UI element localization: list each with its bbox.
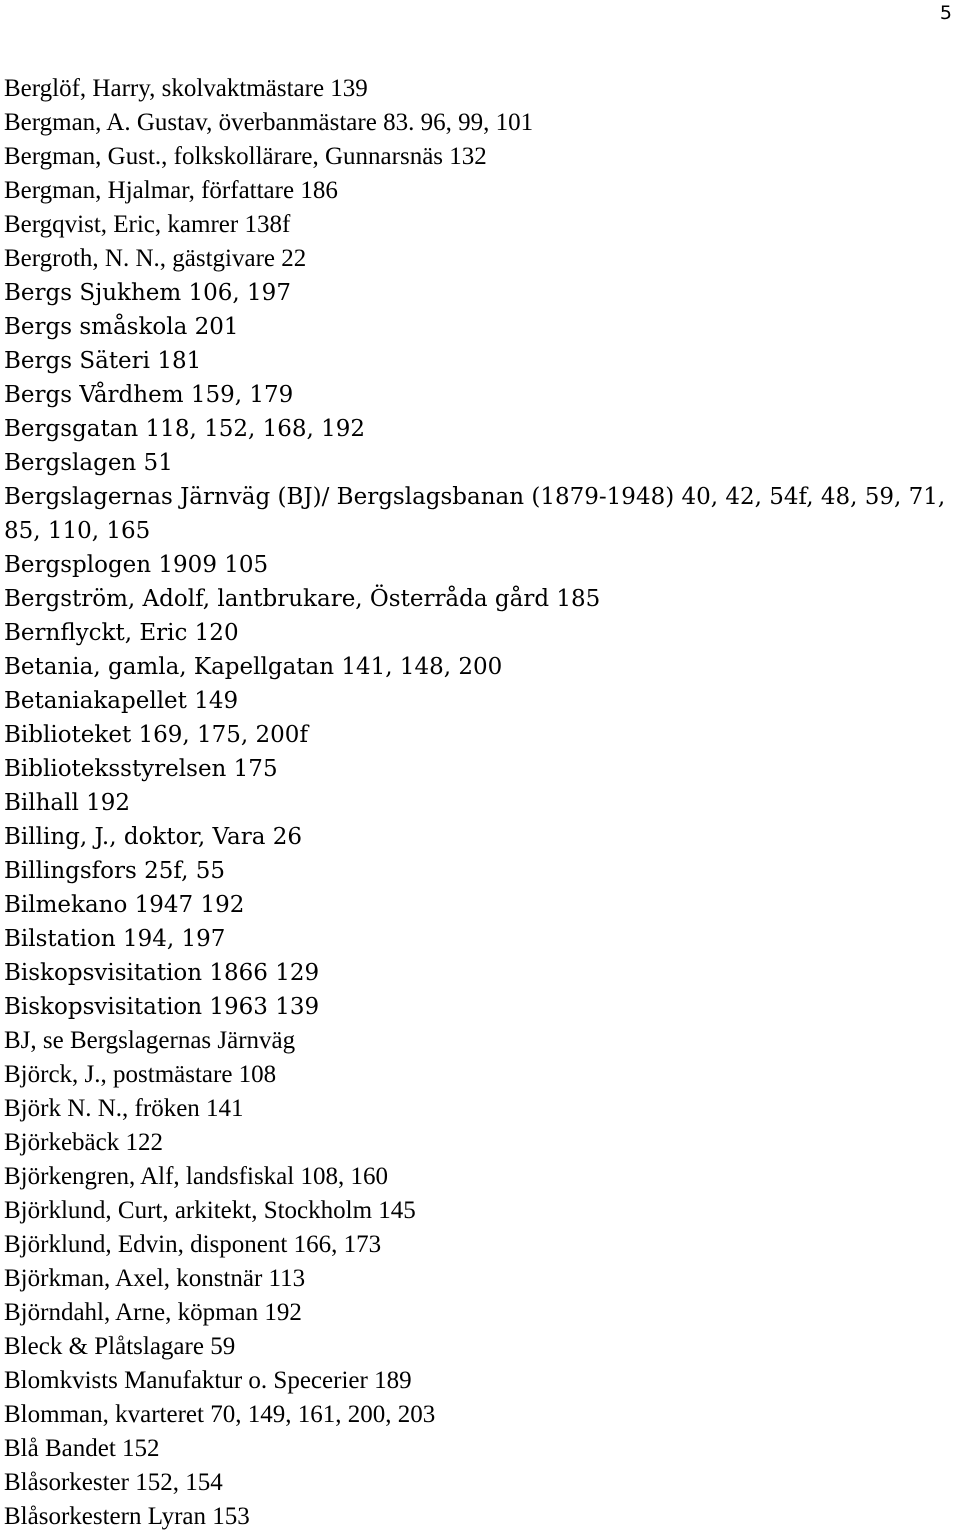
index-entry: Betania, gamla, Kapellgatan 141, 148, 200 [4,654,503,680]
index-entry: Bergslagen 51 [4,450,173,476]
index-entry: Björklund, Edvin, disponent 166, 173 [4,1231,382,1258]
index-entry: Bergman, A. Gustav, överbanmästare 83. 96, 99, 101 [4,109,534,136]
index-entry: Bergs småskola 201 [4,314,239,340]
index-entry: Bergs Sjukhem 106, 197 [4,280,291,306]
index-entry: Bleck & Plåtslagare 59 [4,1333,236,1360]
index-entry: Björklund, Curt, arkitekt, Stockholm 145 [4,1197,416,1224]
index-entry: Bergslagernas Järnväg (BJ)/ Bergslagsbanan (1879-1948) 40, 42, 54f, 48, 59, 71, 85, 110, 165 [4,484,946,544]
index-entry: Bergström, Adolf, lantbrukare, Österråda gård 185 [4,586,601,612]
index-entry: Betaniakapellet 149 [4,688,239,714]
index-entry: Bilmekano 1947 192 [4,892,245,918]
page-number: 5 [939,2,952,24]
index-entry: Björkman, Axel, konstnär 113 [4,1265,306,1292]
index-entry: Björck, J., postmästare 108 [4,1061,277,1088]
index-entry: Björkebäck 122 [4,1129,163,1156]
index-entry: Bergman, Hjalmar, författare 186 [4,177,338,204]
index-entry: Bernflyckt, Eric 120 [4,620,239,646]
index-entry: Billingsfors 25f, 55 [4,858,225,884]
index-entry: Blåsorkester 152, 154 [4,1469,223,1496]
index-entry: Björkengren, Alf, landsfiskal 108, 160 [4,1163,388,1190]
index-entry: Bilhall 192 [4,790,131,816]
index-entry: Biskopsvisitation 1866 129 [4,960,320,986]
index-entry: Björk N. N., fröken 141 [4,1095,244,1122]
index-entry: Bergman, Gust., folkskollärare, Gunnarsnäs 132 [4,143,487,170]
index-entry: Bergs Vårdhem 159, 179 [4,382,294,408]
index-entry: Blåsorkestern Lyran 153 [4,1503,250,1530]
index-entry: Bergroth, N. N., gästgivare 22 [4,245,307,272]
index-entry: Biblioteksstyrelsen 175 [4,756,278,782]
index-entry: Biblioteket 169, 175, 200f [4,722,308,748]
index-entry: Billing, J., doktor, Vara 26 [4,824,303,850]
index-entry: Bergsplogen 1909 105 [4,552,269,578]
index-entry: Blomman, kvarteret 70, 149, 161, 200, 203 [4,1401,436,1428]
index-entry: Blå Bandet 152 [4,1435,160,1462]
index-entry: Biskopsvisitation 1963 139 [4,994,320,1020]
index-entry: Berglöf, Harry, skolvaktmästare 139 [4,75,368,102]
index-entry: Bergs Säteri 181 [4,348,202,374]
index-list [4,72,954,1534]
index-entry: Björndahl, Arne, köpman 192 [4,1299,302,1326]
index-entry: Blomkvists Manufaktur o. Specerier 189 [4,1367,412,1394]
index-entry: Bilstation 194, 197 [4,926,226,952]
index-entry: Bergsgatan 118, 152, 168, 192 [4,416,366,442]
index-entry: BJ, se Bergslagernas Järnväg [4,1027,296,1054]
index-entry: Bergqvist, Eric, kamrer 138f [4,211,291,238]
